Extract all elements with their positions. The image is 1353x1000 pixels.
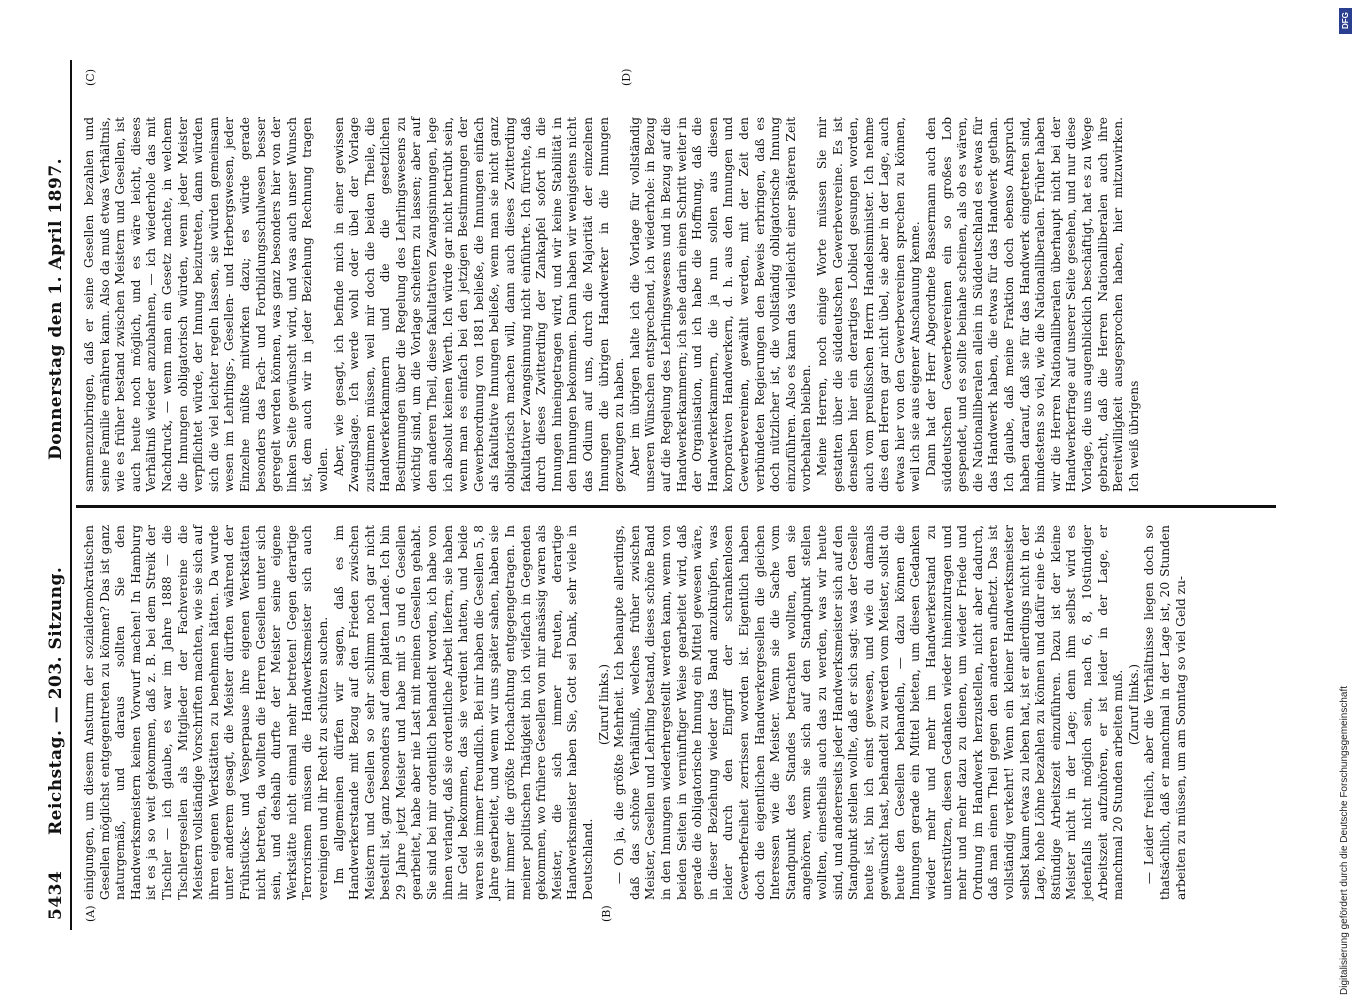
digitization-credit: Digitalisierung gefördert durch die Deutsche Forschungsgemeinschaft: [1339, 685, 1350, 995]
margin-marker-c: (C): [84, 69, 97, 86]
page-header: [40, 60, 72, 930]
paragraph: Dann hat der Herr Abgeordnete Bassermann auch den süddeutschen Gewerbevereinen ein so großes Lob gespendet, und es sollte beinahe scheinen, als ob es wären, die Nationalliberalen allein in Süddeutschland es etwas für das Handwerk haben, die etwas für das Handwerk gethan. Ich glaube, daß meine Fraktion doch ebenso Anspruch haben darauf, daß sie für das Handwerk eingetreten sind, mindestens so viel, wie die Nationalliberalen. Früher haben wir die Herren Nationalliberalen überhaupt nicht bei der Handwerkerfrage auf unserer Seite gesehen, und nur diese Vorlage, die uns augenblicklich beschäftigt, hat es zu Wege gebracht, daß die Herren Nationalliberalen auch ihre Bereitwilligkeit ausgesprochen haben, hier mitzuwirken. Ich weiß übrigens: [924, 117, 1141, 492]
paragraph: sammenzubringen, daß er seine Gesellen bezahlen und seine Familie ernähren kann. Also da muß etwas Verhältnis, wie es früher bestand zwischen Meistern und Gesellen, ist auch heute noch möglich, und es wäre leicht, dieses Verhältniß wieder anzubahnen, — ich wiederhole das mit Nachdruck, — wenn man ein Gesetz machte, in welchem die Innungen obligatorisch würden, wenn jeder Meister verpflichtet würde, der Innung beizutreten, dann würden sich die viel leichter regeln lassen, sie würden gemeinsam wesen im Lehrlings-, Gesellen- und Herbergswesen, jeder Einzelne müßte mitwirken dazu; es würde gerade besonders das Fach- und Fortbildungsschulwesen besser geregelt werden können, was ganz besonders hier von der linken Seite gewünscht wird, und was auch unser Wunsch ist, dem auch wir in jeder Beziehung Rechnung tragen wollen.: [82, 117, 330, 492]
page-number: 5434: [46, 870, 66, 920]
paragraph: Meine Herren, noch einige Worte müssen Sie mir gestatten über die süddeutschen Gewerbevereine. Es ist denselben hier ein derartiges Loblied gesungen worden, auch vom preußischen Herrn Handelsminister. Ich nehme dies den Herren gar nicht übel, sie aber in der Lage, auch etwas hier von den Gewerbevereinen sprechen zu können, weil ich sie aus eigener Anschauung kenne.: [814, 117, 923, 492]
paragraph: — Oh ja, die größte Mehrheit. Ich behaupte allerdings, daß das schöne Verhältniß, welches früher zwischen Meister, Gesellen und Lehrling bestand, dieses schöne Band in den Innungen wiederhergestellt werden kann, wenn von beiden Seiten in vernünftiger Weise gearbeitet wird, daß gerade die obligatorische Innung ein Mittel gewesen wäre, in dieser Beziehung wieder das Band anzuknüpfen, was leider durch den Eingriff der schrankenlosen Gewerbefreiheit zerrissen worden ist. Eigentlich haben doch die eigentlichen Handwerkergesellen die gleichen Interessen wie die Meister. Wenn sie die Sache vom Standpunkt des Standes betrachten wollten, den sie angehören, wenn sie sich auf den Standpunkt stellen wollten, einestheils auch das zu werden, was wir heute sind, und andererseits jeder Handwerksmeister sich auf den Standpunkt stellen wollte, daß er sich sagt: was der Geselle heute ist, bin ich einst gewesen, und wie du damals gewünscht hast, behandelt zu werden vom Meister, sollst du heute den Gesellen behandeln, — dazu können die Innungen gerade ein Mittel bieten, um diesen Gedanken wieder mehr und mehr im Handwerkerstand zu unterstützen, diesen Gedanken wieder hineinzutragen und mehr und mehr dazu zu dienen, um wieder Friede und Ordnung im Handwerk herzustellen, nicht aber dadurch, daß man einen Theil gegen den anderen aufhetzt. Das ist vollständig verkehrt! Wenn ein kleiner Handwerksmeister selbst kaum etwas zu leben hat, ist er allerdings nicht in der Lage, hohe Löhne bezahlen zu können und dafür eine 6- bis 8stündige Arbeitszeit einzuführen. Dazu ist der kleine Meister nicht in der Lage; denn ihm selbst wird es jedenfalls nicht möglich sein, nach 6, 8, 10stündiger Arbeitszeit aufzuhören, er ist leider in der Lage, er manchmal 20 Stunden arbeiten muß.: [612, 525, 1126, 900]
paragraph: Im allgemeinen dürfen wir sagen, daß es im Handwerkerstande mit Bezug auf den Frieden zwischen Meistern und Gesellen so sehr schlimm noch gar nicht bestellt ist, ganz besonders auf dem platten Lande. Ich bin 29 Jahre jetzt Meister und habe mit 5 und 6 Gesellen gearbeitet, habe aber nie Last mit meinen Gesellen gehabt. Sie sind bei mir ordentlich behandelt worden, ich habe von ihnen verlangt, daß sie ordentliche Arbeit liefern, sie haben ihr Geld bekommen, das sie verdient hatten, und beide waren sie immer freundlich. Bei mir haben die Gesellen 5, 8 Jahre gearbeitet, und wenn wir uns später sahen, haben sie mir immer die größte Hochachtung entgegengetragen. In meiner politischen Thätigkeit bin ich vielfach in Gegenden gekommen, wo frühere Gesellen von mir ansässig waren als Meister, die sich immer freuten, derartige Handwerksmeister haben Sie, Gott sei Dank, sehr viele in Deutschland.: [331, 525, 595, 900]
paragraph: einigungen, um diesem Ansturm der sozialdemokratischen Gesellen möglichst entgegentreten zu können? Das ist ganz naturgemäß, und daraus sollten Sie den Handwerksmeistern keinen Vorwurf machen! In Hamburg ist es ja so weit gekommen, daß z. B. bei dem Streik der Tischler — ich glaube, es war im Jahre 1888 — die Tischlergesellen als Mitglieder der Fachvereine die Meistern vollständige Vorschriften machten, wie sie sich auf ihren eigenen Werkstätten zu benehmen hätten. Da wurde unter anderem gesagt, die Meister dürften während der Frühstücks- und Vesperpause ihre eigenen Werkstätten nicht betreten, da wollten die Herren Gesellen unter sich sein, und deshalb durfte der Meister seine eigene Werkstätte nicht einmal mehr betreten! Gegen derartige Terrorismen müssen die Handwerksmeister sich auch vereinigen und ihr Recht zu schützen suchen.: [82, 525, 330, 900]
rotated-page-content: [40, 60, 1290, 930]
text-column-left: [82, 525, 1189, 900]
column-divider: [76, 505, 1276, 508]
paragraph: Aber im übrigen halte ich die Vorlage für vollständig unseren Wünschen entsprechend, ich wiederhole: in Bezug auf die Regelung des Lehrlingswesens und in Bezug auf die Handwerkerkammern; ich sehe darin einen Schritt weiter in der Organisation, und ich habe die Hoffnung, daß die Handwerkerkammern, die ja nun sollen aus diesen korporativen Handwerkern, d. h. aus den Innungen und Gewerbevereinen, gewählt werden, mit der Zeit den verbündeten Regierungen den Beweis erbringen, daß es doch nützlicher ist, die vollständig obligatorische Innung einzuführen. Also es kann das vielleicht einer späteren Zeit vorbehalten bleiben.: [627, 117, 814, 492]
text-column-right: [82, 117, 1142, 492]
margin-marker-d: (D): [620, 68, 633, 86]
dfg-logo: DFG: [1339, 8, 1352, 34]
header-title: Reichstag. — 203. Sitzung.: [46, 566, 66, 835]
interjection: (Zuruf links.): [596, 664, 611, 746]
interjection: (Zuruf links.): [1126, 664, 1141, 746]
paragraph: Aber, wie gesagt, ich befinde mich in einer gewissen Zwangslage. Ich werde wohl oder übel der Vorlage zustimmen müssen, weil mir doch die beiden Theile, die Handwerkerkammern und die die gesetzlichen Bestimmungen über die Regelung des Lehrlingswesens zu wichtig sind, um die Vorlage scheitern zu lassen; aber auf den anderen Theil, diese fakultativen Zwangsinnungen, lege ich absolut keinen Werth. Ich würde gar nicht betrübt sein, wenn man es einfach bei den jetzigen Bestimmungen der Gewerbeordnung von 1881 beließe, die Innungen einfach als fakultative Innungen beließe, wenn man sie nicht ganz obligatorisch machen will, dann auch dieses Zwitterding fakultativer Zwangsinnung nicht einführte. Ich fürchte, daß durch dieses Zwitterding der Zankapfel sofort in die Innungen hineingetragen wird, und wir keine Stabilität in den Innungen bekommen. Dann haben wir wenigstens nicht das Odium auf uns, durch die Majorität der einzelnen Innungen die übrigen Handwerker in die Innungen gezwungen zu haben.: [331, 117, 627, 492]
header-date: Donnerstag den 1. April 1897.: [46, 157, 66, 460]
margin-marker-a: (A): [84, 905, 97, 922]
paragraph: — Leider freilich, aber die Verhältnisse liegen doch so thatsächlich, daß er manchmal in der Lage ist, 20 Stunden arbeiten zu müssen, um am Sonntag so viel Geld zu-: [1142, 525, 1188, 900]
margin-marker-b: (B): [600, 905, 613, 922]
